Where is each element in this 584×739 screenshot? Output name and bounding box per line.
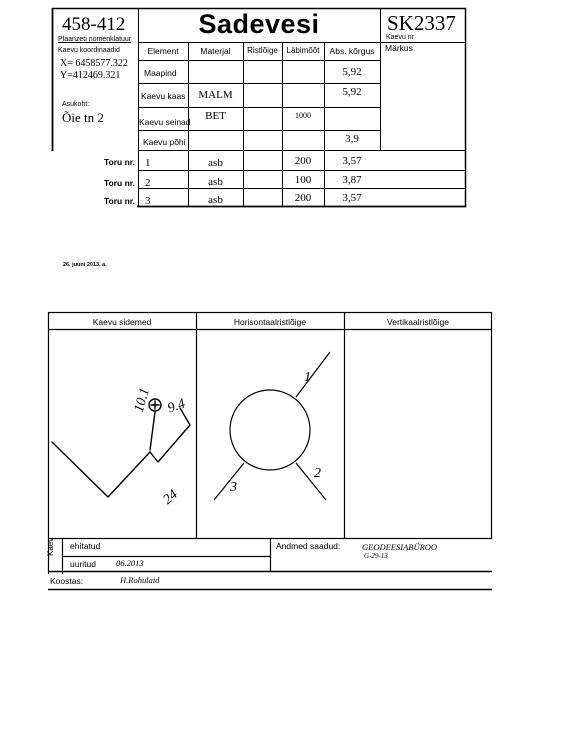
row-abs-height: 5,92: [342, 66, 362, 78]
coordinate-x: X= 6458577.322: [60, 58, 128, 69]
col-material: Materjal: [200, 46, 231, 56]
row-diameter: 1000: [295, 111, 311, 120]
compiled-value: H.Rohulaid: [120, 575, 160, 585]
col-element: Element: [147, 46, 179, 56]
location-label: Asukoht:: [62, 101, 90, 108]
row-abs-height: 3,9: [345, 133, 359, 145]
col-diameter: Läbimõõt: [286, 46, 320, 55]
built-label: ehitatud: [70, 541, 101, 551]
nomenclature-label: Plaanzeti nomenklatuur: [58, 36, 132, 43]
pipe-diameter: 200: [294, 155, 312, 167]
page-title: Sadevesi: [198, 9, 320, 39]
well-number: SK2337: [387, 11, 456, 35]
row-abs-height: 5,92: [342, 86, 362, 98]
row-element: Kaevu seinad: [139, 117, 191, 127]
date-note: 26. juuni 2013. a.: [63, 262, 107, 268]
well-circle: [230, 390, 310, 470]
col-remarks: Märkus: [385, 43, 413, 53]
surveyed-value: 06.2013: [116, 558, 144, 568]
pipe-diameter: 100: [294, 174, 312, 186]
pipe-abs-height: 3,87: [342, 174, 362, 186]
sketch-label: 9.4: [165, 396, 188, 417]
side-label: Kaev: [46, 537, 55, 556]
pipe-3-label: 3: [230, 480, 237, 495]
pipe-number: 2: [145, 177, 151, 189]
coordinate-y: Y=412469.321: [60, 70, 121, 81]
pipe-number: 3: [145, 195, 151, 207]
row-element: Maapind: [144, 68, 177, 78]
sketch-label: 24: [160, 487, 181, 508]
pipe-1-label: 1: [304, 370, 311, 385]
section-vertical-title: Vertikaalristlõige: [387, 317, 449, 327]
row-element: Kaevu kaas: [141, 91, 186, 101]
location-value: Õie tn 2: [62, 110, 104, 125]
compiled-label: Koostas:: [50, 576, 84, 586]
pipe-abs-height: 3,57: [342, 192, 362, 204]
pipe-2-label: 2: [314, 466, 321, 481]
section-horizontal-title: Horisontaalristlõige: [233, 317, 307, 327]
pipe-diameter: 200: [294, 192, 312, 204]
data-from-label: Andmed saadud:: [276, 541, 341, 551]
pipe-material: asb: [208, 176, 223, 188]
nomenclature-number: 458-412: [62, 14, 126, 35]
surveyed-label: uuritud: [70, 559, 96, 569]
sketch-label: 10.1: [132, 386, 153, 414]
coordinates-label: Kaevu koordinaadid: [58, 47, 120, 54]
pipe-label: Toru nr.: [103, 196, 135, 206]
pipe-number: 1: [145, 157, 151, 169]
row-material: MALM: [198, 89, 233, 101]
pipe-label: Toru nr.: [103, 178, 135, 188]
col-cross-section: Ristlõige: [247, 46, 278, 55]
section-links-title: Kaevu sidemed: [92, 317, 152, 327]
pipe-abs-height: 3,57: [342, 155, 362, 167]
col-abs-height: Abs. kõrgus: [329, 46, 375, 56]
data-from-value: GEODEESIABÜROO: [362, 542, 438, 552]
horizontal-sketch: [214, 352, 330, 500]
pipe-material: asb: [208, 194, 223, 206]
pipe-material: asb: [208, 157, 223, 169]
data-from-code: G-29-13: [364, 552, 388, 560]
row-element: Kaevu põhi: [143, 137, 186, 147]
well-number-label: Kaevu nr: [386, 34, 415, 41]
row-material: BET: [205, 110, 226, 122]
pipe-label: Toru nr.: [103, 157, 135, 167]
